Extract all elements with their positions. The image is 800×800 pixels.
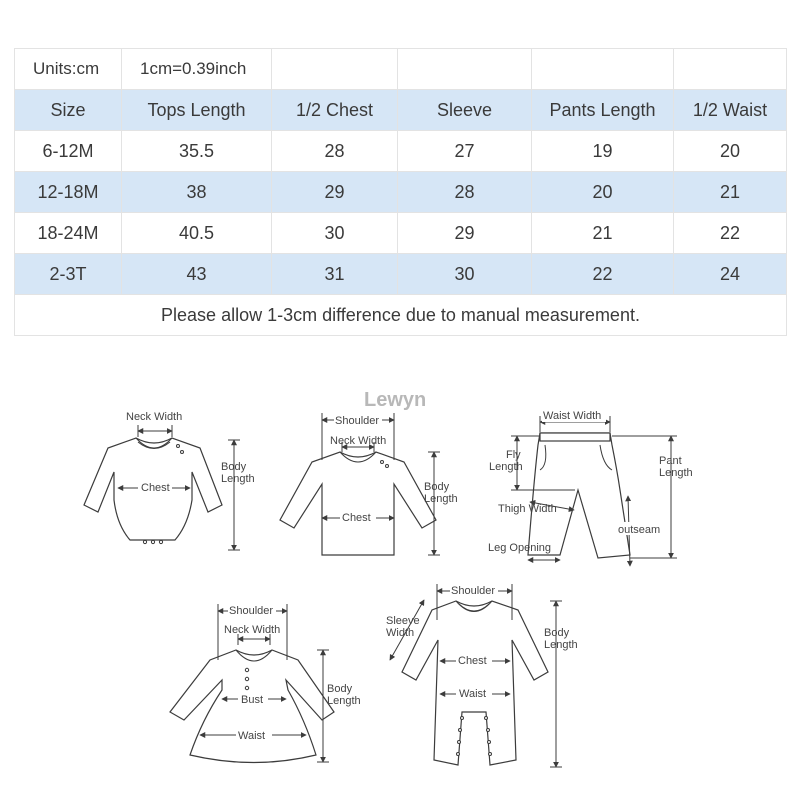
size-cell: 12-18M [15,172,122,213]
tops-length-cell: 40.5 [122,213,272,254]
body-length-label-line1: Body [327,683,353,695]
tops-length-cell: 43 [122,254,272,295]
dress-outline [170,650,334,763]
measurement-diagrams [0,340,800,800]
header-tops-length: Tops Length [122,90,272,131]
units-conversion: 1cm=0.39inch [122,49,272,90]
top-outline [280,452,436,555]
chest-label: Chest [141,482,170,494]
pants-length-cell: 21 [532,213,674,254]
half-waist-cell: 22 [674,213,787,254]
table-row [15,254,787,295]
half-chest-cell: 28 [272,131,398,172]
sleeve-width-label-line1: Sleeve [386,615,420,627]
table-row [15,172,787,213]
body-length-label-line1: Body [424,481,450,493]
neck-width-label: Neck Width [224,624,281,636]
half-waist-cell: 21 [674,172,787,213]
sleeve-cell: 28 [398,172,532,213]
units-label: Units:cm [15,49,122,90]
size-cell: 2-3T [15,254,122,295]
thigh-width-label: Thigh Width [498,503,557,515]
header-half-chest: 1/2 Chest [272,90,398,131]
shoulder-label: Shoulder [335,415,380,427]
bust-label: Bust [241,694,264,706]
half-waist-cell: 24 [674,254,787,295]
brand-watermark: Lewyn [364,389,427,411]
body-length-label-line1: Body [221,461,247,473]
romper-outline [402,601,548,765]
waist-label: Waist [238,730,266,742]
empty-cell [398,49,532,90]
half-waist-cell: 20 [674,131,787,172]
top-diagram [280,413,458,555]
table-row [15,131,787,172]
body-length-label-line2: Length [221,473,255,485]
pants-outline [528,433,630,558]
shoulder-label: Shoulder [229,605,274,617]
size-chart-table [14,48,787,336]
chest-label: Chest [342,512,371,524]
body-length-label-line2: Length [424,493,458,505]
size-cell: 18-24M [15,213,122,254]
dress-diagram [170,604,361,763]
fly-length-label-line1: Fly [506,449,521,461]
half-chest-cell: 30 [272,213,398,254]
sleeve-width-label-line2: Width [386,627,415,639]
bodysuit-diagram [84,411,255,550]
fly-length-label-line2: Length [489,461,523,473]
header-sleeve: Sleeve [398,90,532,131]
tops-length-cell: 35.5 [122,131,272,172]
half-chest-cell: 31 [272,254,398,295]
empty-cell [532,49,674,90]
pant-length-label-line1: Pant [659,455,682,467]
body-length-label-line2: Length [544,639,578,651]
sleeve-cell: 30 [398,254,532,295]
waist-width-label: Waist Width [543,410,602,422]
measurement-note: Please allow 1-3cm difference due to manual measurement. [15,295,787,336]
pants-length-cell: 22 [532,254,674,295]
header-half-waist: 1/2 Waist [674,90,787,131]
units-row [15,49,787,90]
header-row [15,90,787,131]
leg-opening-label: Leg Opening [488,542,551,554]
pant-length-label-line2: Length [659,467,693,479]
shoulder-label: Shoulder [451,585,496,597]
waist-label: Waist [459,688,487,700]
empty-cell [272,49,398,90]
header-pants-length: Pants Length [532,90,674,131]
half-chest-cell: 29 [272,172,398,213]
tops-length-cell: 38 [122,172,272,213]
table-row [15,213,787,254]
header-size: Size [15,90,122,131]
neck-width-label: Neck Width [126,411,183,423]
note-row [15,295,787,336]
size-cell: 6-12M [15,131,122,172]
outseam-label: outseam [618,524,661,536]
body-length-label-line2: Length [327,695,361,707]
pants-length-cell: 19 [532,131,674,172]
body-length-label-line1: Body [544,627,570,639]
sleeve-cell: 27 [398,131,532,172]
romper-diagram [386,584,578,767]
pants-diagram [488,410,693,566]
pants-length-cell: 20 [532,172,674,213]
sleeve-cell: 29 [398,213,532,254]
empty-cell [674,49,787,90]
neck-width-label: Neck Width [330,435,387,447]
chest-label: Chest [458,655,487,667]
